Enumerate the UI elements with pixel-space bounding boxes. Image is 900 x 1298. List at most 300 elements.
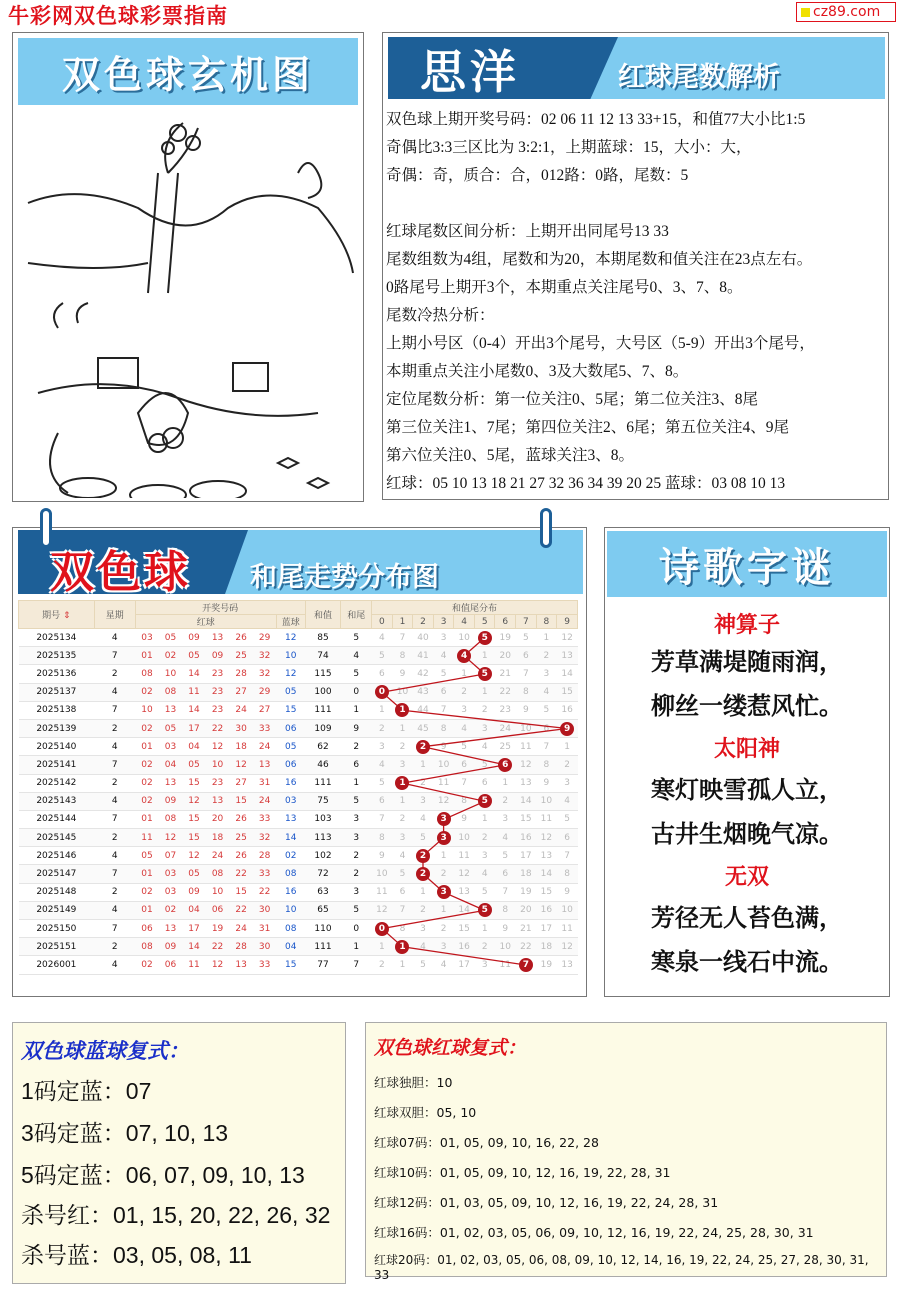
miss-cell: 11 <box>536 810 557 828</box>
tail-marker <box>474 629 495 647</box>
tail-ball: 2 <box>416 849 430 863</box>
miss-cell: 4 <box>413 810 434 828</box>
red-ball: 23 <box>206 774 230 792</box>
tail-marker <box>474 901 495 919</box>
miss-cell: 4 <box>557 792 578 810</box>
issue-cell: 2025144 <box>19 810 95 828</box>
red-ball: 27 <box>229 683 253 701</box>
red-ball: 26 <box>229 810 253 828</box>
trend-row <box>19 774 578 792</box>
miss-cell: 3 <box>474 847 495 865</box>
analysis-line: 尾数组数为4组，尾数和为20，本期尾数和值关注在23点左右。 <box>386 251 813 268</box>
miss-cell: 5 <box>536 701 557 719</box>
red-line: 红球双胆：05, 10 <box>374 1105 477 1120</box>
miss-cell: 12 <box>433 792 454 810</box>
blue-line: 3码定蓝：07, 10, 13 <box>21 1120 229 1146</box>
badge-square-icon <box>801 8 810 17</box>
tail-cell: 1 <box>341 938 372 956</box>
red-ball: 02 <box>135 756 159 774</box>
miss-cell: 1 <box>392 956 413 974</box>
tail-cell: 5 <box>341 665 372 683</box>
tail-ball: 6 <box>498 758 512 772</box>
red-ball: 15 <box>182 810 206 828</box>
red-line: 红球20码：01, 02, 03, 05, 06, 08, 09, 10, 12, 14, 16, 19, 22, 24, 25, 27, 28, 30, 31, 33 <box>374 1253 869 1282</box>
tail-ball: 5 <box>478 631 492 645</box>
issue-cell: 2025146 <box>19 847 95 865</box>
tail-cell: 0 <box>341 683 372 701</box>
miss-cell: 21 <box>516 920 537 938</box>
week-cell: 4 <box>94 956 135 974</box>
red-ball: 01 <box>135 865 159 883</box>
miss-cell: 18 <box>516 865 537 883</box>
miss-cell: 14 <box>454 901 475 919</box>
miss-cell: 16 <box>454 938 475 956</box>
red-ball: 22 <box>253 883 277 901</box>
blue-ball: 05 <box>276 683 305 701</box>
trend-table-area <box>18 600 578 988</box>
miss-cell: 4 <box>474 865 495 883</box>
col-red: 红球 <box>135 615 276 629</box>
red-ball: 06 <box>135 920 159 938</box>
miss-cell: 20 <box>495 647 516 665</box>
red-ball: 27 <box>229 774 253 792</box>
miss-cell: 22 <box>516 938 537 956</box>
miss-cell: 1 <box>454 665 475 683</box>
red-ball: 12 <box>206 738 230 756</box>
trend-row <box>19 938 578 956</box>
red-ball: 30 <box>229 719 253 737</box>
trend-brand: 双色球 <box>50 547 191 598</box>
blue-ball: 08 <box>276 920 305 938</box>
issue-cell: 2025150 <box>19 920 95 938</box>
miss-cell: 45 <box>413 719 434 737</box>
red-ball: 29 <box>253 683 277 701</box>
miss-cell: 14 <box>557 665 578 683</box>
tail-cell: 7 <box>341 956 372 974</box>
red-ball: 25 <box>229 647 253 665</box>
issue-cell: 2025143 <box>19 792 95 810</box>
miss-cell: 16 <box>536 901 557 919</box>
trend-table <box>18 600 578 975</box>
sum-cell: 85 <box>305 629 341 647</box>
tail-cell: 2 <box>341 738 372 756</box>
miss-cell: 5 <box>372 647 393 665</box>
red-ball: 10 <box>159 665 183 683</box>
miss-cell: 3 <box>413 792 434 810</box>
blue-ball: 06 <box>276 719 305 737</box>
miss-cell: 7 <box>557 847 578 865</box>
red-line: 红球16码：01, 02, 03, 05, 06, 09, 10, 12, 16, 19, 22, 24, 25, 28, 30, 31 <box>374 1225 814 1240</box>
red-ball: 24 <box>229 701 253 719</box>
red-ball: 05 <box>159 629 183 647</box>
miss-cell: 8 <box>433 719 454 737</box>
tail-ball: 7 <box>519 958 533 972</box>
red-ball: 33 <box>253 810 277 828</box>
tail-marker <box>454 647 475 665</box>
tail-marker <box>372 920 393 938</box>
red-ball: 02 <box>135 719 159 737</box>
poem-title: 诗歌字谜 <box>607 531 887 597</box>
sum-cell: 103 <box>305 810 341 828</box>
miss-cell: 6 <box>372 792 393 810</box>
red-ball: 31 <box>253 774 277 792</box>
sum-cell: 75 <box>305 792 341 810</box>
tail-cell: 3 <box>341 829 372 847</box>
analysis-line: 奇偶比3:3三区比为 3:2:1，上期蓝球：15，大小：大， <box>386 139 752 156</box>
miss-cell: 12 <box>557 938 578 956</box>
trend-row <box>19 920 578 938</box>
blue-ball: 14 <box>276 829 305 847</box>
week-cell: 4 <box>94 738 135 756</box>
stanza-line: 芳草满堤随雨润， <box>651 647 843 676</box>
trend-row <box>19 792 578 810</box>
miss-cell: 7 <box>392 901 413 919</box>
tail-marker <box>413 738 434 756</box>
col-issue[interactable]: 期号 ⇕ <box>19 601 95 629</box>
analysis-line: 本期重点关注小尾数0、3及大数尾5、7、8。 <box>386 363 689 380</box>
red-line: 红球12码：01, 03, 05, 09, 10, 12, 16, 19, 22, 24, 28, 31 <box>374 1195 719 1210</box>
sum-cell: 65 <box>305 901 341 919</box>
miss-cell: 8 <box>454 792 475 810</box>
miss-cell: 9 <box>495 920 516 938</box>
tail-ball: 1 <box>395 703 409 717</box>
miss-cell: 7 <box>372 810 393 828</box>
miss-cell: 4 <box>495 829 516 847</box>
miss-cell: 8 <box>516 683 537 701</box>
miss-cell: 9 <box>557 883 578 901</box>
digit-2: 2 <box>413 615 434 629</box>
miss-cell: 42 <box>413 665 434 683</box>
red-ball: 20 <box>206 810 230 828</box>
tail-marker <box>413 847 434 865</box>
miss-cell: 3 <box>372 738 393 756</box>
miss-cell: 10 <box>454 829 475 847</box>
sum-cell: 63 <box>305 883 341 901</box>
stanza-line: 寒灯映雪孤人立， <box>651 775 843 804</box>
miss-cell: 8 <box>372 829 393 847</box>
blue-ball: 15 <box>276 701 305 719</box>
red-ball: 28 <box>229 938 253 956</box>
red-ball: 09 <box>182 883 206 901</box>
red-ball: 28 <box>229 665 253 683</box>
digit-5: 5 <box>474 615 495 629</box>
miss-cell: 12 <box>454 865 475 883</box>
red-ball: 17 <box>182 920 206 938</box>
sum-cell: 113 <box>305 829 341 847</box>
red-ball: 13 <box>159 920 183 938</box>
blue-ball: 10 <box>276 901 305 919</box>
red-ball: 09 <box>206 647 230 665</box>
red-ball: 05 <box>135 847 159 865</box>
red-line: 红球10码：01, 05, 09, 10, 12, 16, 19, 22, 28, 31 <box>374 1165 671 1180</box>
week-cell: 7 <box>94 647 135 665</box>
red-ball: 02 <box>135 956 159 974</box>
red-ball: 11 <box>135 829 159 847</box>
miss-cell: 2 <box>433 865 454 883</box>
analysis-line: 上期小号区（0-4）开出3个尾号，大号区（5-9）开出3个尾号， <box>386 335 815 352</box>
miss-cell: 7 <box>454 774 475 792</box>
red-ball: 27 <box>253 701 277 719</box>
blue-ball: 12 <box>276 629 305 647</box>
tail-cell: 5 <box>341 901 372 919</box>
col-draw: 开奖号码 <box>135 601 305 615</box>
stanza-line: 芳径无人苔色满， <box>651 903 843 932</box>
miss-cell: 11 <box>372 883 393 901</box>
week-cell: 7 <box>94 920 135 938</box>
miss-cell: 5 <box>557 810 578 828</box>
tail-ball: 3 <box>437 831 451 845</box>
sum-cell: 102 <box>305 847 341 865</box>
tail-marker <box>433 883 454 901</box>
miss-cell: 1 <box>495 774 516 792</box>
trend-row <box>19 683 578 701</box>
red-ball: 22 <box>229 901 253 919</box>
tail-ball: 4 <box>457 649 471 663</box>
red-ball: 13 <box>159 701 183 719</box>
red-compound-title: 双色球红球复式： <box>374 1037 527 1059</box>
red-ball: 22 <box>206 719 230 737</box>
trend-row <box>19 956 578 974</box>
miss-cell: 4 <box>536 683 557 701</box>
red-ball: 30 <box>253 901 277 919</box>
miss-cell: 12 <box>557 629 578 647</box>
tail-cell: 1 <box>341 701 372 719</box>
red-ball: 30 <box>253 938 277 956</box>
red-ball: 02 <box>159 647 183 665</box>
miss-cell: 4 <box>372 629 393 647</box>
sort-icon[interactable]: ⇕ <box>63 611 71 621</box>
tail-marker <box>495 756 516 774</box>
miss-cell: 3 <box>392 829 413 847</box>
analysis-line: 红球：05 10 13 18 21 27 32 36 34 39 20 25 蓝球：03 08 10 13 <box>386 475 786 492</box>
stanza-line: 寒泉一线石中流。 <box>651 947 843 976</box>
site-badge[interactable] <box>796 2 896 22</box>
analysis-line: 第三位关注1、7尾；第四位关注2、6尾；第五位关注4、9尾 <box>386 419 790 436</box>
miss-cell: 5 <box>413 956 434 974</box>
trend-row <box>19 901 578 919</box>
sum-cell: 109 <box>305 719 341 737</box>
miss-cell: 3 <box>433 938 454 956</box>
red-ball: 19 <box>206 920 230 938</box>
red-ball: 01 <box>135 810 159 828</box>
miss-cell: 7 <box>495 883 516 901</box>
issue-cell: 2025149 <box>19 901 95 919</box>
miss-cell: 5 <box>495 847 516 865</box>
red-ball: 03 <box>135 629 159 647</box>
issue-cell: 2025135 <box>19 647 95 665</box>
stanza-line: 古井生烟晚气凉。 <box>651 819 843 848</box>
miss-cell: 3 <box>557 774 578 792</box>
red-ball: 22 <box>229 865 253 883</box>
sum-cell: 62 <box>305 738 341 756</box>
poem-panel <box>604 527 890 997</box>
miss-cell: 5 <box>516 629 537 647</box>
trend-row <box>19 756 578 774</box>
digit-0: 0 <box>372 615 393 629</box>
miss-cell: 2 <box>372 719 393 737</box>
stanza-name: 太阳神 <box>713 736 780 762</box>
issue-cell: 2025138 <box>19 701 95 719</box>
miss-cell: 17 <box>454 956 475 974</box>
miss-cell: 10 <box>433 756 454 774</box>
trend-row <box>19 847 578 865</box>
miss-cell: 11 <box>557 920 578 938</box>
red-ball: 02 <box>135 683 159 701</box>
digit-8: 8 <box>536 615 557 629</box>
red-ball: 01 <box>135 647 159 665</box>
miss-cell: 17 <box>536 920 557 938</box>
red-compound-box <box>365 1022 887 1282</box>
blue-ball: 16 <box>276 774 305 792</box>
miss-cell: 6 <box>495 865 516 883</box>
blue-ball: 13 <box>276 810 305 828</box>
miss-cell: 1 <box>433 901 454 919</box>
miss-cell: 8 <box>392 920 413 938</box>
miss-cell: 5 <box>433 665 454 683</box>
miss-cell: 2 <box>495 792 516 810</box>
tail-ball: 1 <box>395 940 409 954</box>
tail-marker <box>433 829 454 847</box>
trend-row <box>19 810 578 828</box>
miss-cell: 3 <box>474 719 495 737</box>
miss-cell: 12 <box>536 829 557 847</box>
week-cell: 4 <box>94 629 135 647</box>
sum-cell: 110 <box>305 920 341 938</box>
red-ball: 03 <box>159 738 183 756</box>
miss-cell: 1 <box>413 756 434 774</box>
miss-cell: 43 <box>413 683 434 701</box>
tail-marker <box>392 938 413 956</box>
miss-cell: 2 <box>413 774 434 792</box>
miss-cell: 3 <box>474 956 495 974</box>
miss-cell: 1 <box>474 920 495 938</box>
miss-cell: 13 <box>536 847 557 865</box>
red-ball: 02 <box>159 901 183 919</box>
analysis-line: 定位尾数分析：第一位关注0、5尾；第二位关注3、8尾 <box>386 391 759 408</box>
miss-cell: 1 <box>392 719 413 737</box>
trend-row <box>19 829 578 847</box>
red-ball: 18 <box>229 738 253 756</box>
red-line: 红球独胆：10 <box>374 1075 453 1090</box>
analysis-line <box>386 190 886 218</box>
issue-cell: 2025139 <box>19 719 95 737</box>
trend-row <box>19 647 578 665</box>
red-ball: 17 <box>182 719 206 737</box>
miss-cell: 8 <box>392 647 413 665</box>
red-ball: 18 <box>206 829 230 847</box>
miss-cell: 2 <box>413 901 434 919</box>
tail-marker <box>557 719 578 737</box>
miss-cell: 2 <box>474 938 495 956</box>
miss-cell: 14 <box>536 865 557 883</box>
digit-9: 9 <box>557 615 578 629</box>
tail-cell: 1 <box>341 774 372 792</box>
red-ball: 15 <box>229 883 253 901</box>
blue-ball: 05 <box>276 738 305 756</box>
miss-cell: 20 <box>516 901 537 919</box>
blue-ball: 12 <box>276 665 305 683</box>
miss-cell: 5 <box>413 829 434 847</box>
issue-cell: 2025148 <box>19 883 95 901</box>
miss-cell: 4 <box>413 938 434 956</box>
col-dist: 和值尾分布 <box>372 601 578 615</box>
blue-ball: 04 <box>276 938 305 956</box>
week-cell: 4 <box>94 792 135 810</box>
analysis-line: 尾数冷热分析： <box>386 307 495 324</box>
analysis-line: 奇偶：奇，质合：合，012路：0路，尾数：5 <box>386 167 689 184</box>
miss-cell: 11 <box>454 847 475 865</box>
miss-cell: 12 <box>372 901 393 919</box>
tail-marker <box>474 792 495 810</box>
red-line: 红球07码：01, 05, 09, 10, 16, 22, 28 <box>374 1135 599 1150</box>
miss-cell: 23 <box>495 701 516 719</box>
red-ball: 13 <box>206 792 230 810</box>
red-ball: 02 <box>135 792 159 810</box>
tail-ball: 5 <box>478 667 492 681</box>
miss-cell: 44 <box>413 701 434 719</box>
miss-cell: 6 <box>536 719 557 737</box>
issue-cell: 2025147 <box>19 865 95 883</box>
red-ball: 32 <box>253 829 277 847</box>
week-cell: 2 <box>94 665 135 683</box>
trend-body <box>19 629 578 975</box>
miss-cell: 2 <box>536 647 557 665</box>
week-cell: 7 <box>94 756 135 774</box>
miss-cell: 5 <box>474 883 495 901</box>
red-ball: 32 <box>253 647 277 665</box>
miss-cell: 3 <box>536 665 557 683</box>
issue-cell: 2025136 <box>19 665 95 683</box>
red-ball: 05 <box>182 865 206 883</box>
red-ball: 03 <box>159 865 183 883</box>
miss-cell: 9 <box>536 774 557 792</box>
red-ball: 24 <box>206 847 230 865</box>
miss-cell: 8 <box>557 865 578 883</box>
miss-cell: 16 <box>516 829 537 847</box>
stanza-name: 无双 <box>724 864 769 890</box>
miss-cell: 2 <box>392 738 413 756</box>
red-ball: 09 <box>159 792 183 810</box>
miss-cell: 10 <box>516 719 537 737</box>
week-cell: 4 <box>94 683 135 701</box>
issue-cell: 2025141 <box>19 756 95 774</box>
digit-1: 1 <box>392 615 413 629</box>
miss-cell: 1 <box>474 683 495 701</box>
trend-row <box>19 719 578 737</box>
tail-marker <box>392 701 413 719</box>
red-ball: 08 <box>135 938 159 956</box>
red-ball: 08 <box>159 810 183 828</box>
red-ball: 33 <box>253 865 277 883</box>
red-ball: 11 <box>182 956 206 974</box>
miss-cell: 19 <box>495 629 516 647</box>
red-ball: 08 <box>159 683 183 701</box>
red-ball: 08 <box>135 665 159 683</box>
miss-cell: 19 <box>516 883 537 901</box>
blue-line: 杀号红：01, 15, 20, 22, 26, 32 <box>21 1202 331 1228</box>
red-ball: 25 <box>229 829 253 847</box>
red-ball: 13 <box>206 629 230 647</box>
analysis-line: 第六位关注0、5尾，蓝球关注3、8。 <box>386 447 635 464</box>
miss-cell: 2 <box>474 829 495 847</box>
trend-row <box>19 701 578 719</box>
red-ball: 12 <box>182 847 206 865</box>
trend-subtitle: 和尾走势分布图 <box>250 562 439 593</box>
miss-cell: 4 <box>433 956 454 974</box>
miss-cell: 15 <box>516 810 537 828</box>
miss-cell: 3 <box>392 756 413 774</box>
week-cell: 2 <box>94 829 135 847</box>
